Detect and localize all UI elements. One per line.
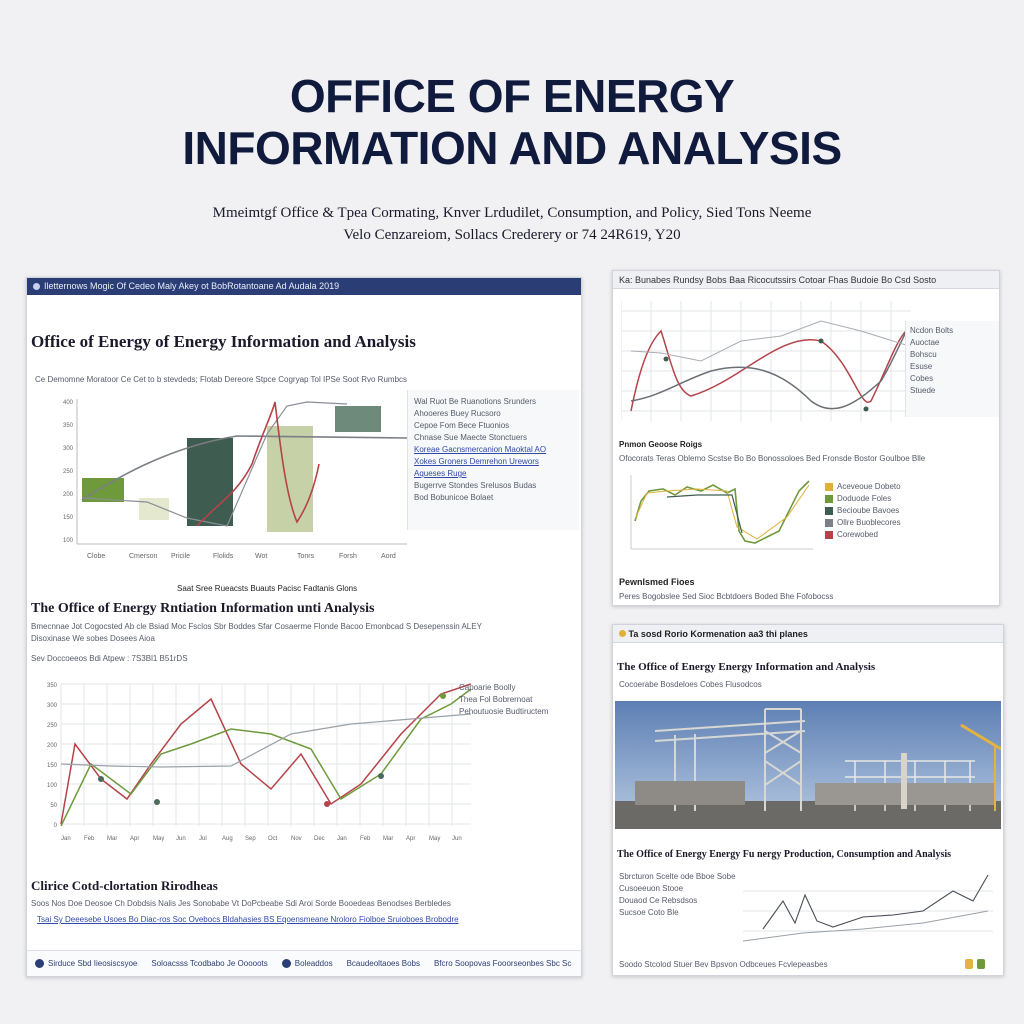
rb-footer-text: Soodo Stcolod Stuer Bev Bpsvon Odbceues Fcvlepeasbes xyxy=(619,960,828,969)
section3-line-2[interactable]: Tsai Sy Deeesebe Usoes Bo Diac-ros Soc Ovebocs Bldahasies BS Eqoensmeane Nroloro Fiolboe Sruioboes Brobodre xyxy=(37,915,459,924)
left-page-title: Office of Energy of Energy Information and Analysis xyxy=(31,332,416,351)
left-intro-text: Ce Demomne Moratoor Ce Cet to b stevdeds; Flotab Dereore Stpce Cogryap Tol IPSe Soot Rvo Rumbcs xyxy=(35,375,408,384)
legend-label: Koreae Gacnsmercanion Maoktal AO xyxy=(414,445,547,454)
legend-label: Bugerrve Stondes Srelusos Budas xyxy=(414,481,537,490)
chart1-legend-item xyxy=(414,396,573,408)
rm-line-dark xyxy=(667,495,742,533)
rt-point xyxy=(819,339,824,344)
energy-facility-photo xyxy=(615,701,1001,829)
chart1-y-tick-label: 400 xyxy=(62,400,73,406)
chart2-y-axis xyxy=(47,683,58,829)
chart1-legend-item xyxy=(414,432,573,444)
rt-mid-text: Ofocorats Teras Oblemo Scstse Bo Bo Bonossoloes Bed Fronsde Bostor Goulboe Blle xyxy=(619,454,926,463)
legend-swatch xyxy=(825,519,833,527)
rt-point xyxy=(664,357,669,362)
chart2-point xyxy=(324,801,330,807)
legend-label: Bod Bobunicoe Bolaet xyxy=(414,493,494,502)
legend-label: Wal Ruot Be Ruanotions Srunders xyxy=(414,397,536,406)
chart1-x-tick-label: Forsh xyxy=(339,553,357,560)
chart2-x-tick-label: Apr xyxy=(406,836,416,842)
rt-point xyxy=(864,407,869,412)
legend-label: Becioube Bavoes xyxy=(837,506,900,515)
chart2-x-tick-label: Mar xyxy=(107,836,118,842)
rt-mid-legend-item xyxy=(825,493,995,505)
legend-label: Pehoutuosie Budtiructem xyxy=(459,707,549,716)
right-mid-line-chart xyxy=(627,471,817,557)
right-top-chart-window[interactable] xyxy=(612,270,1000,606)
chart2-line-red xyxy=(61,684,471,824)
chart1-x-tick-label: Wot xyxy=(255,553,268,560)
chart1-y-axis xyxy=(63,400,74,544)
legend-label: Cusoeeuon Stooe xyxy=(619,884,684,893)
rt-legend-item xyxy=(910,337,995,349)
legend-swatch xyxy=(825,531,833,539)
rt-bottom-text: Peres Bogobslee Sed Sioc Bcbtdoers Boded Bhe Fofobocss xyxy=(619,592,834,601)
left-report-window[interactable] xyxy=(26,277,582,977)
footer-link[interactable]: Bfcro Soopovas Fooorseonbes Sbc Sc xyxy=(433,959,572,968)
left-window-titlebar[interactable] xyxy=(27,278,581,295)
rt-legend-mid xyxy=(825,481,995,541)
legend-label: Cobes xyxy=(910,374,934,383)
chart2-x-axis xyxy=(61,836,462,842)
chart1-caption: Saat Sree Rueacsts Buauts Pacisc Fadtanis Glons xyxy=(177,584,358,593)
status-indicator-icon xyxy=(965,959,973,969)
legend-swatch xyxy=(825,495,833,503)
chart1-bar-light xyxy=(267,426,313,532)
chart1-y-tick-label: 100 xyxy=(62,538,73,544)
chart2-legend-item xyxy=(459,706,579,718)
chart1-y-tick-label: 200 xyxy=(62,492,73,498)
chart2-x-tick-label: Sep xyxy=(245,836,256,842)
legend-label: Doduode Foles xyxy=(837,494,892,503)
main-title-line-1: OFFICE OF ENERGY xyxy=(289,70,735,122)
chart2-point xyxy=(378,773,384,779)
subtitle-line-2: Velo Cenzareiom, Sollacs Crederery or 74 24R619, Y20 xyxy=(343,227,681,243)
chart2-y-tick-label: 250 xyxy=(46,723,57,729)
rt-mid-legend-item xyxy=(825,517,995,529)
rt-legend-item xyxy=(910,385,995,397)
chart2-y-tick-label: 150 xyxy=(46,763,57,769)
chart2-y-tick-label: 50 xyxy=(50,803,57,809)
rb-caption-line xyxy=(619,883,739,895)
rb-caption-title: The Office of Energy Energy Fu nergy Production, Consumption and Analysis xyxy=(617,849,952,860)
right-bottom-titlebar[interactable] xyxy=(613,625,1003,643)
chart1-legend-item xyxy=(414,408,573,420)
right-bottom-report-window[interactable] xyxy=(612,624,1004,976)
chart1-x-tick-label: Cmerson xyxy=(129,553,158,560)
chart2-y-tick-label: 300 xyxy=(46,703,57,709)
chart1-y-tick-label: 250 xyxy=(62,469,73,475)
footer-link-icon xyxy=(35,959,44,968)
rt-mid-legend-item xyxy=(825,505,995,517)
legend-label: Auoctae xyxy=(910,338,940,347)
right-top-line-chart xyxy=(621,301,911,431)
rb-caption-line xyxy=(619,907,739,919)
legend-label: Sbrcturon Scelte ode Bboe Sobe xyxy=(619,872,736,881)
chart1-legend-item[interactable] xyxy=(414,444,573,456)
legend-label: Aqueses Ruge xyxy=(414,469,467,478)
section3-title: Clirice Cotd-clortation Rirodheas xyxy=(31,878,218,893)
section3-line-1: Soos Nos Doe Deosoe Ch Dobdsis Nalis Jes Sonobabe Vt DoPcbeabe Sdi Aroi Sorde Booedeas Benodses Berbledes xyxy=(31,899,451,908)
legend-label: Ahooeres Buey Rucsoro xyxy=(414,409,501,418)
chart1-y-tick-label: 300 xyxy=(62,446,73,452)
chart2-x-tick-label: Jun xyxy=(176,836,186,842)
chart2-x-tick-label: Jun xyxy=(452,836,462,842)
legend-label: Aceveoue Dobeto xyxy=(837,482,901,491)
rb-page-title: The Office of Energy Energy Information and Analysis xyxy=(617,661,876,673)
legend-label: Capoarie Boolly xyxy=(459,683,516,692)
legend-label: Xokes Groners Demrehon Urewors xyxy=(414,457,539,466)
legend-label: Corewobed xyxy=(837,530,878,539)
chart2-line-gray xyxy=(61,714,471,767)
chart2-point xyxy=(154,799,160,805)
chart2-x-tick-label: Aug xyxy=(222,836,233,842)
main-title xyxy=(0,70,1024,174)
chart2-y-tick-label: 350 xyxy=(46,683,57,689)
chart2-y-tick-label: 0 xyxy=(53,823,57,829)
status-indicator-icon xyxy=(977,959,985,969)
left-window-title: Iletternows Mogic Of Cedeo Maly Akey ot BobRotantoane Ad Audala 2019 xyxy=(44,281,340,291)
trend-line-chart xyxy=(31,674,471,864)
legend-label: Cepoe Fom Bece Ftuonios xyxy=(414,421,510,430)
footer-link[interactable]: Soloacsss Tcodbabo Je Ooooots xyxy=(151,959,268,968)
rt-legend-item xyxy=(910,349,995,361)
chart1-x-axis xyxy=(87,553,396,560)
rt-legend-item xyxy=(910,325,995,337)
chart2-legend xyxy=(459,682,579,718)
footer-link[interactable]: Boleaddos xyxy=(294,959,333,968)
chart2-x-tick-label: Mar xyxy=(383,836,394,842)
chart1-line-gray xyxy=(82,436,407,500)
footer-link[interactable]: Sirduce Sbd Iieosiscsyoe xyxy=(48,959,138,968)
chart1-x-tick-label: Tonrs xyxy=(297,553,315,560)
section2-line-2: Disoxinase We sobes Dosees Aioa xyxy=(31,634,155,643)
energy-combo-chart xyxy=(47,394,417,564)
window-app-icon xyxy=(33,283,40,290)
chart2-line-green xyxy=(61,689,471,826)
chart1-legend-item xyxy=(414,492,573,504)
chart1-legend-item[interactable] xyxy=(414,456,573,468)
legend-label: Esuse xyxy=(910,362,933,371)
legend-label: Thea Fol Bobrernoat xyxy=(459,695,533,704)
chart1-legend xyxy=(407,390,579,530)
chart1-x-tick-label: Clobe xyxy=(87,553,106,560)
legend-label: Ollre Buoblecores xyxy=(837,518,901,527)
rt-bottom-title: Pewnlsmed Fioes xyxy=(619,577,695,587)
legend-label: Ncdon Bolts xyxy=(910,326,954,335)
chart2-x-tick-label: Apr xyxy=(130,836,140,842)
chart2-x-tick-label: Jan xyxy=(337,836,347,842)
chart2-legend-item xyxy=(459,682,579,694)
legend-swatch xyxy=(825,483,833,491)
chart1-legend-item[interactable] xyxy=(414,468,573,480)
chart1-y-tick-label: 150 xyxy=(62,515,73,521)
legend-label: Sucsoe Coto Ble xyxy=(619,908,679,917)
right-top-titlebar[interactable] xyxy=(613,271,999,289)
rt-mid-legend-item xyxy=(825,481,995,493)
chart1-bar-top xyxy=(335,406,381,432)
rb-caption-line xyxy=(619,895,739,907)
chart2-point xyxy=(98,776,104,782)
chart2-grid xyxy=(61,684,471,826)
right-top-title: Ka: Bunabes Rundsy Bobs Baa Ricocutssirs Cotoar Fhas Budoie Bo Csd Sosto xyxy=(619,275,937,285)
chart2-point xyxy=(440,693,446,699)
chart2-y-tick-label: 100 xyxy=(46,783,57,789)
rb-sub-text: Cocoerabe Bosdeloes Cobes Flusodcos xyxy=(619,680,762,689)
rt-legend-item xyxy=(910,361,995,373)
window-app-icon xyxy=(619,630,626,637)
right-bottom-title: Ta sosd Rorio Kormenation aa3 thi planes xyxy=(628,629,808,639)
footer-link-icon xyxy=(282,959,291,968)
chart1-y-tick-label: 350 xyxy=(62,423,73,429)
main-subtitle xyxy=(0,202,1024,246)
legend-label: Douaod Ce Rebsdsos xyxy=(619,896,698,905)
chart1-x-tick-label: Flolids xyxy=(213,553,234,560)
rt-legend-top xyxy=(905,321,999,417)
subtitle-line-1: Mmeimtgf Office & Tpea Cormating, Knver Lrdudilet, Consumption, and Policy, Sied Tons Neeme xyxy=(212,205,812,221)
chart1-x-tick-label: Pricile xyxy=(171,553,191,560)
rb-caption-list xyxy=(619,871,739,919)
chart2-x-tick-label: Feb xyxy=(360,836,371,842)
main-title-line-2: INFORMATION AND ANALYSIS xyxy=(182,122,842,174)
chart2-x-tick-label: Jul xyxy=(199,836,207,842)
chart2-legend-item xyxy=(459,694,579,706)
rb-line-gray xyxy=(743,911,988,941)
chart2-y-tick-label: 200 xyxy=(46,743,57,749)
chart1-x-tick-label: Aord xyxy=(381,553,396,560)
rt-line-light xyxy=(631,321,909,361)
rt-legend-item xyxy=(910,373,995,385)
rb-line-chart xyxy=(743,871,993,947)
chart2-x-tick-label: Oct xyxy=(268,836,278,842)
legend-swatch xyxy=(825,507,833,515)
section2-line-1: Bmecnnae Jot Cogocsted Ab cle Bsiad Moc Fsclos Sbr Boddes Sfar Cosaerme Flonde Bacoo Emonbcad S Desepenssin ALEY xyxy=(31,622,482,631)
section2-line-3: Sev Doccoeeos Bdi Atpew : 7S3Bl1 B51rDS xyxy=(31,654,188,663)
left-footer-toolbar xyxy=(27,950,581,976)
chart2-x-tick-label: Dec xyxy=(314,836,325,842)
chart2-x-tick-label: Feb xyxy=(84,836,95,842)
rt-mid-title: Pnmon Geoose Roigs xyxy=(619,440,703,449)
rb-line-dark xyxy=(763,875,988,929)
chart2-x-tick-label: May xyxy=(153,836,165,842)
rb-caption-line xyxy=(619,871,739,883)
chart1-legend-item xyxy=(414,480,573,492)
legend-label: Bohscu xyxy=(910,350,937,359)
chart2-x-tick-label: Jan xyxy=(61,836,71,842)
chart2-x-tick-label: Nov xyxy=(291,836,302,842)
legend-label: Chnase Sue Maecte Stonctuers xyxy=(414,433,527,442)
chart2-x-tick-label: May xyxy=(429,836,441,842)
rm-line-yellow xyxy=(635,485,809,539)
chart1-legend-item xyxy=(414,420,573,432)
rt-mid-legend-item xyxy=(825,529,995,541)
legend-label: Stuede xyxy=(910,386,936,395)
footer-link[interactable]: Bcaudeoltaoes Bobs xyxy=(346,959,420,968)
section2-title: The Office of Energy Rntiation Information unti Analysis xyxy=(31,601,375,616)
